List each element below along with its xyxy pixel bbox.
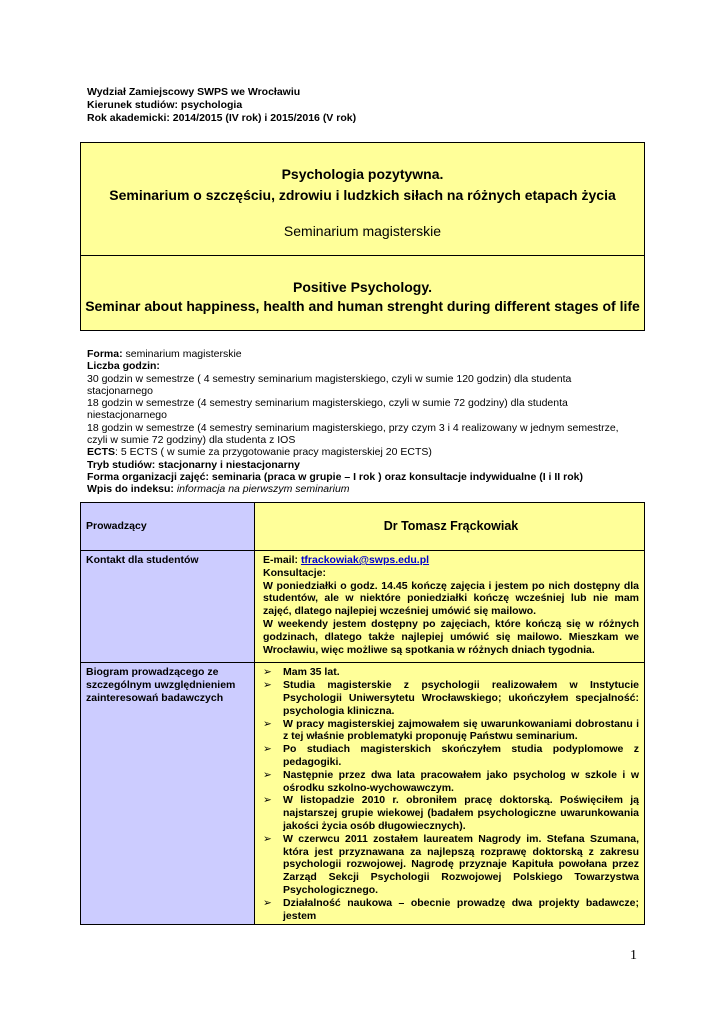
polish-title: Psychologia pozytywna. bbox=[281, 166, 444, 182]
table-row bbox=[81, 503, 645, 551]
table-row bbox=[81, 663, 645, 925]
bullet-arrow-icon: ➢ bbox=[263, 666, 272, 679]
course-info bbox=[87, 348, 632, 496]
hours-ios: 18 godzin w semestrze (4 semestry seminarium magisterskiego, przy czym 3 i 4 realizowany w jednym semestrze, czyli w sumie 72 godziny) dla studenta z IOS bbox=[87, 421, 619, 447]
bullet-arrow-icon: ➢ bbox=[263, 832, 272, 845]
bullet-arrow-icon: ➢ bbox=[263, 679, 272, 692]
contact-label: Kontakt dla studentów bbox=[81, 551, 255, 663]
email-link[interactable]: tfrackowiak@swps.edu.pl bbox=[300, 554, 430, 566]
list-item: ➢ Studia magisterskie z psychologii realizowałem w Instytucie Psychologii Uniwersytetu Wrocławskiego; ukończyłem specjalność: psychologia kliniczna. bbox=[263, 679, 639, 717]
lecturer-table bbox=[80, 502, 645, 925]
faculty-line: Wydział Zamiejscowy SWPS we Wrocławiu bbox=[87, 86, 301, 98]
seminar-type: Seminarium magisterskie bbox=[283, 223, 442, 239]
hours-label: Liczba godzin: bbox=[87, 360, 160, 373]
list-item: ➢ Działalność naukowa – obecnie prowadzę dwa projekty badawcze; jestem bbox=[263, 896, 639, 922]
ects-line: ECTS: 5 ECTS ( w sumie za przygotowanie pracy magisterskiej 20 ECTS) bbox=[87, 446, 432, 459]
list-item: ➢ W listopadzie 2010 r. obroniłem pracę doktorską. Poświęciłem ją najstarszej grupie wiekowej (badałem psychologiczne uwarunkowania jakości życia osób długowiecznych). bbox=[263, 794, 639, 832]
class-organization-line: Forma organizacji zajęć: seminaria (praca w grupie – I rok ) oraz konsultacje indywidualne (I i II rok) bbox=[87, 470, 583, 483]
bullet-arrow-icon: ➢ bbox=[263, 896, 272, 909]
biography-list bbox=[257, 666, 639, 922]
field-of-study-line: Kierunek studiów: psychologia bbox=[87, 99, 243, 111]
list-item: ➢ Następnie przez dwa lata pracowałem jako psycholog w szkole i w ośrodku szkolno-wychowawczym. bbox=[263, 768, 639, 794]
lecturer-name: Dr Tomasz Frąckowiak bbox=[383, 519, 519, 533]
hours-fulltime: 30 godzin w semestrze ( 4 semestry seminarium magisterskiego, czyli w sumie 120 godzin) dla studenta stacjonarnego bbox=[87, 372, 572, 397]
page-number: 1 bbox=[630, 948, 637, 963]
grade-book-line: Wpis do indeksu: informacja na pierwszym seminarium bbox=[87, 483, 350, 496]
list-item: ➢ Mam 35 lat. bbox=[263, 666, 340, 679]
polish-subtitle: Seminarium o szczęściu, zdrowiu i ludzkich siłach na różnych etapach życia bbox=[109, 187, 616, 203]
study-mode-line: Tryb studiów: stacjonarny i niestacjonarny bbox=[87, 458, 300, 471]
list-item: ➢ Po studiach magisterskich skończyłem studia podyplomowe z pedagogiki. bbox=[263, 743, 639, 768]
lecturer-label: Prowadzący bbox=[81, 503, 255, 551]
bullet-arrow-icon: ➢ bbox=[263, 768, 272, 781]
email-line: E-mail: tfrackowiak@swps.edu.pl bbox=[263, 554, 430, 566]
bullet-arrow-icon: ➢ bbox=[263, 794, 272, 807]
hours-parttime: 18 godzin w semestrze (4 semestry seminarium magisterskiego, czyli w sumie 72 godziny) dla studenta niestacjonarnego bbox=[87, 397, 568, 422]
contact-cell bbox=[255, 551, 645, 663]
bullet-arrow-icon: ➢ bbox=[263, 743, 272, 756]
english-title: Positive Psychology. bbox=[292, 279, 432, 295]
list-item: ➢ W czerwcu 2011 zostałem laureatem Nagrody im. Stefana Szumana, która jest przyznawana za najlepszą rozprawę doktorską z zakresu psychologii rozwojowej. Nagrodę przyznaje Kapituła powołana przez Zarząd Sekcji Psychologii Rozwojowej Polskiego Towarzystwa Psychologicznego. bbox=[263, 832, 639, 896]
lecturer-name-cell bbox=[255, 503, 645, 551]
english-subtitle: Seminar about happiness, health and human strenght during different stages of life bbox=[85, 298, 640, 314]
table-row bbox=[81, 551, 645, 663]
consultation-label: Konsultacje: bbox=[263, 566, 327, 579]
title-divider bbox=[81, 255, 644, 256]
form-line: Forma: seminarium magisterskie bbox=[87, 348, 242, 360]
list-item: ➢ W pracy magisterskiej zajmowałem się uwarunkowaniami dobrostanu i z tej właśnie problematyki proponuję Państwu seminarium. bbox=[263, 717, 639, 743]
bullet-arrow-icon: ➢ bbox=[263, 717, 272, 730]
document-header bbox=[87, 86, 356, 125]
academic-year-line: Rok akademicki: 2014/2015 (IV rok) i 2015/2016 (V rok) bbox=[87, 112, 357, 124]
consultation-monday: W poniedziałki o godz. 14.45 kończę zajęcia i jestem po nich dostępny dla studentów, ale w niektóre poniedziałki kończę wcześniej lub nie mam zajęć, dlatego najlepiej wcześniej umówić się mailowo. bbox=[263, 579, 639, 618]
consultation-weekend: W weekendy jestem dostępny po zajęciach, które kończą się w różnych godzinach, dlatego także najlepiej umówić się mailowo. Mieszkam we Wrocławiu, więc możliwe są spotkania w różnych dniach tygodnia. bbox=[263, 617, 639, 656]
biography-cell bbox=[255, 663, 645, 925]
course-title-box bbox=[80, 142, 645, 331]
biography-label: Biogram prowadzącego ze szczególnym uwzględnieniem zainteresowań badawczych bbox=[81, 663, 255, 925]
